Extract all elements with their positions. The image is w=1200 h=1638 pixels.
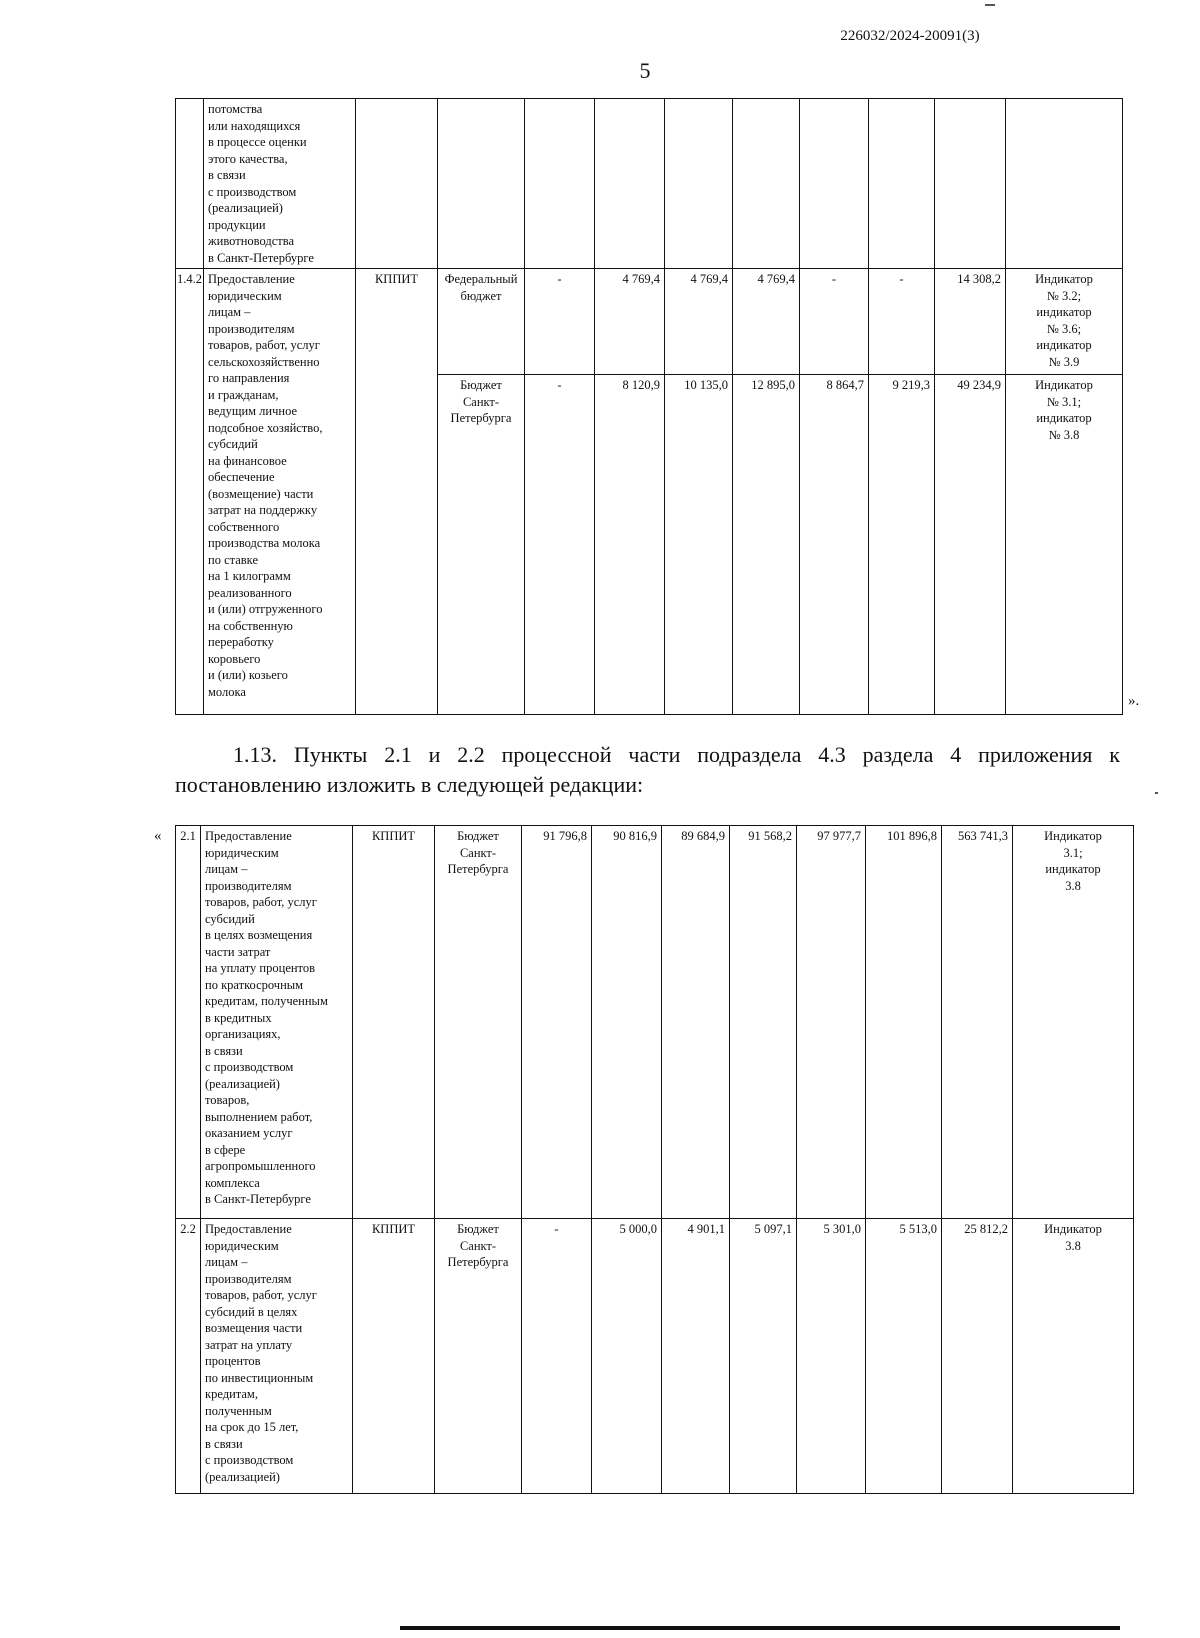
value-year-2: 90 816,9 xyxy=(592,826,662,1219)
value-year-5 xyxy=(800,99,869,269)
value-year-3 xyxy=(665,99,733,269)
value-year-6: 101 896,8 xyxy=(866,826,942,1219)
value-year-3: 89 684,9 xyxy=(662,826,730,1219)
executor xyxy=(356,99,438,269)
indicator: Индикатор № 3.2; индикатор № 3.6; индикатор № 3.9 xyxy=(1006,269,1123,375)
value-year-5: 8 864,7 xyxy=(800,375,869,715)
funding-source: Бюджет Санкт- Петербурга xyxy=(438,375,525,715)
document-id: 226032/2024-20091(3) xyxy=(840,28,980,44)
row-number: 2.1 xyxy=(176,826,201,1219)
value-year-1: - xyxy=(525,375,595,715)
value-total xyxy=(935,99,1006,269)
value-year-2 xyxy=(595,99,665,269)
program-table-new-edition xyxy=(175,825,1134,1494)
executor: КППИТ xyxy=(353,1219,435,1494)
measure-name: Предоставление юридическим лицам – производителям товаров, работ, услуг субсидий в целях возмещения части затрат на уплату процентов по инвестиционным кредитам, полученным на срок до 15 лет, в связи с производством (реализацией) xyxy=(201,1219,353,1494)
funding-source: Бюджет Санкт- Петербурга xyxy=(435,826,522,1219)
scan-artifact xyxy=(1155,792,1158,794)
value-year-6: 5 513,0 xyxy=(866,1219,942,1494)
value-year-6: 9 219,3 xyxy=(869,375,935,715)
value-total: 25 812,2 xyxy=(942,1219,1013,1494)
funding-source: Бюджет Санкт- Петербурга xyxy=(435,1219,522,1494)
row-number: 1.4.2 xyxy=(176,269,204,715)
measure-name: Предоставление юридическим лицам – производителям товаров, работ, услуг сельскохозяйственно го направления и гражданам, ведущим личное подсобное хозяйство, субсидий на финансовое обеспечение (возмещение) части затрат на поддержку собственного производства молока по ставке на 1 килограмм реализованного и (или) отгруженного на собственную переработку коровьего и (или) козьего молока xyxy=(204,269,356,715)
executor: КППИТ xyxy=(356,269,438,715)
indicator: Индикатор № 3.1; индикатор № 3.8 xyxy=(1006,375,1123,715)
value-year-4: 91 568,2 xyxy=(730,826,797,1219)
value-year-5: 97 977,7 xyxy=(797,826,866,1219)
table-row xyxy=(176,1219,1134,1494)
value-year-1: 91 796,8 xyxy=(522,826,592,1219)
program-table-continued xyxy=(175,98,1123,715)
value-total: 563 741,3 xyxy=(942,826,1013,1219)
opening-quote: « xyxy=(154,828,162,844)
table-row xyxy=(176,826,1134,1219)
value-year-5: 5 301,0 xyxy=(797,1219,866,1494)
closing-quote: ». xyxy=(1128,693,1140,709)
row-number: 2.2 xyxy=(176,1219,201,1494)
value-year-2: 5 000,0 xyxy=(592,1219,662,1494)
value-year-1: - xyxy=(525,269,595,375)
value-total: 49 234,9 xyxy=(935,375,1006,715)
value-year-1: - xyxy=(522,1219,592,1494)
page-number: 5 xyxy=(639,58,651,83)
funding-source: Федеральный бюджет xyxy=(438,269,525,375)
row-number xyxy=(176,99,204,269)
value-year-2: 4 769,4 xyxy=(595,269,665,375)
value-year-5: - xyxy=(800,269,869,375)
scan-edge-line xyxy=(400,1626,1120,1630)
funding-source xyxy=(438,99,525,269)
value-year-4: 4 769,4 xyxy=(733,269,800,375)
scan-artifact xyxy=(985,4,995,6)
value-total: 14 308,2 xyxy=(935,269,1006,375)
table-row xyxy=(176,269,1123,375)
indicator: Индикатор 3.1; индикатор 3.8 xyxy=(1013,826,1134,1219)
value-year-2: 8 120,9 xyxy=(595,375,665,715)
amendment-paragraph: 1.13. Пункты 2.1 и 2.2 процессной части подраздела 4.3 раздела 4 приложения к постановлению изложить в следующей редакции: xyxy=(175,742,1120,797)
indicator: Индикатор 3.8 xyxy=(1013,1219,1134,1494)
measure-name: Предоставление юридическим лицам – производителям товаров, работ, услуг субсидий в целях возмещения части затрат на уплату процентов по краткосрочным кредитам, полученным в кредитных организациях, в связи с производством (реализацией) товаров, выполнением работ, оказанием услуг в сфере агропромышленного комплекса в Санкт-Петербурге xyxy=(201,826,353,1219)
value-year-3: 10 135,0 xyxy=(665,375,733,715)
executor: КППИТ xyxy=(353,826,435,1219)
value-year-3: 4 901,1 xyxy=(662,1219,730,1494)
value-year-1 xyxy=(525,99,595,269)
table-row xyxy=(176,99,1123,269)
value-year-6: - xyxy=(869,269,935,375)
value-year-4: 12 895,0 xyxy=(733,375,800,715)
value-year-4: 5 097,1 xyxy=(730,1219,797,1494)
value-year-4 xyxy=(733,99,800,269)
value-year-6 xyxy=(869,99,935,269)
value-year-3: 4 769,4 xyxy=(665,269,733,375)
measure-name: потомства или находящихся в процессе оценки этого качества, в связи с производством (реализацией) продукции животноводства в Санкт-Петербурге xyxy=(204,99,356,269)
indicator xyxy=(1006,99,1123,269)
